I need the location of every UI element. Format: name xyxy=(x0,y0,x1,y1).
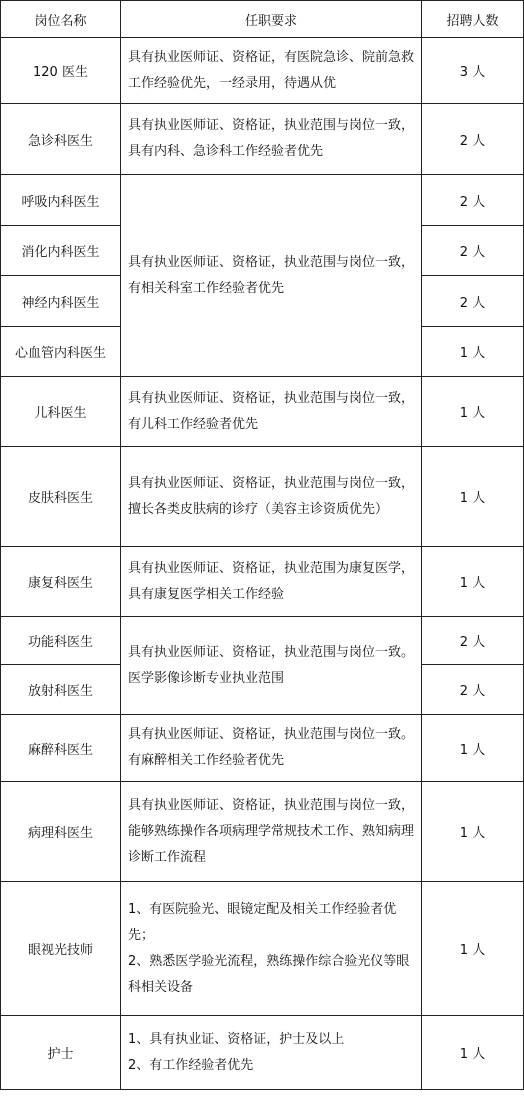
position-cell: 急诊科医生 xyxy=(1,104,121,175)
table-row xyxy=(1,175,524,226)
table-row xyxy=(1,447,524,547)
position-cell: 皮肤科医生 xyxy=(1,447,121,547)
table-row xyxy=(1,882,524,1016)
table-row xyxy=(1,617,524,665)
count-cell: 1 人 xyxy=(422,447,524,547)
requirement-cell: 具有执业医师证、资格证，执业范围与岗位一致。有麻醉相关工作经验者优先 xyxy=(121,715,422,782)
table-row xyxy=(1,547,524,617)
count-cell: 1 人 xyxy=(422,1016,524,1090)
count-cell: 1 人 xyxy=(422,715,524,782)
count-cell: 2 人 xyxy=(422,617,524,665)
requirement-cell xyxy=(121,1016,422,1090)
position-cell: 放射科医生 xyxy=(1,665,121,715)
requirement-cell: 具有执业医师证、资格证，执业范围与岗位一致，有相关科室工作经验者优先 xyxy=(121,175,422,377)
count-cell: 2 人 xyxy=(422,104,524,175)
header-position: 岗位名称 xyxy=(1,1,121,38)
count-cell: 3 人 xyxy=(422,38,524,104)
requirement-cell: 具有执业医师证、资格证，执业范围与岗位一致，有儿科工作经验者优先 xyxy=(121,377,422,447)
requirement-cell: 具有执业医师证、资格证，执业范围与岗位一致， 具有内科、急诊科工作经验者优先 xyxy=(121,104,422,175)
count-cell: 2 人 xyxy=(422,276,524,327)
count-cell: 1 人 xyxy=(422,377,524,447)
position-cell: 心血管内科医生 xyxy=(1,327,121,377)
requirement-line: 1、有医院验光、眼镜定配及相关工作经验者优先； xyxy=(128,901,397,943)
count-cell: 1 人 xyxy=(422,782,524,882)
position-cell: 病理科医生 xyxy=(1,782,121,882)
requirement-line: 1、具有执业证、资格证，护士及以上 xyxy=(128,1031,345,1047)
position-cell: 功能科医生 xyxy=(1,617,121,665)
requirement-cell: 具有执业医师证、资格证，执业范围与岗位一致，能够熟练操作各项病理学常规技术工作、熟知病理诊断工作流程 xyxy=(121,782,422,882)
requirement-cell: 具有执业医师证、资格证，执业范围与岗位一致。医学影像诊断专业执业范围 xyxy=(121,617,422,715)
count-cell: 1 人 xyxy=(422,882,524,1016)
table-row xyxy=(1,104,524,175)
position-cell: 麻醉科医生 xyxy=(1,715,121,782)
count-cell: 1 人 xyxy=(422,327,524,377)
position-cell: 呼吸内科医生 xyxy=(1,175,121,226)
table-row xyxy=(1,782,524,882)
position-cell: 120 医生 xyxy=(1,38,121,104)
position-cell: 儿科医生 xyxy=(1,377,121,447)
table-row xyxy=(1,377,524,447)
position-cell: 护士 xyxy=(1,1016,121,1090)
requirement-cell xyxy=(121,882,422,1016)
position-cell: 消化内科医生 xyxy=(1,226,121,276)
count-cell: 2 人 xyxy=(422,665,524,715)
count-cell: 1 人 xyxy=(422,547,524,617)
header-count: 招聘人数 xyxy=(422,1,524,38)
header-row xyxy=(1,1,524,38)
position-cell: 康复科医生 xyxy=(1,547,121,617)
requirement-cell: 具有执业医师证、资格证，有医院急诊、院前急救工作经验优先，一经录用，待遇从优 xyxy=(121,38,422,104)
table-row xyxy=(1,1016,524,1090)
count-cell: 2 人 xyxy=(422,226,524,276)
table-row xyxy=(1,715,524,782)
requirement-line: 2、熟悉医学验光流程，熟练操作综合验光仪等眼科相关设备 xyxy=(128,953,410,995)
position-cell: 眼视光技师 xyxy=(1,882,121,1016)
requirement-cell: 具有执业医师证、资格证，执业范围为康复医学，具有康复医学相关工作经验 xyxy=(121,547,422,617)
header-requirement: 任职要求 xyxy=(121,1,422,38)
table-row xyxy=(1,38,524,104)
count-cell: 2 人 xyxy=(422,175,524,226)
position-cell: 神经内科医生 xyxy=(1,276,121,327)
requirement-cell: 具有执业医师证、资格证，执业范围与岗位一致，擅长各类皮肤病的诊疗（美容主诊资质优先） xyxy=(121,447,422,547)
requirement-line: 2、有工作经验者优先 xyxy=(128,1057,254,1073)
